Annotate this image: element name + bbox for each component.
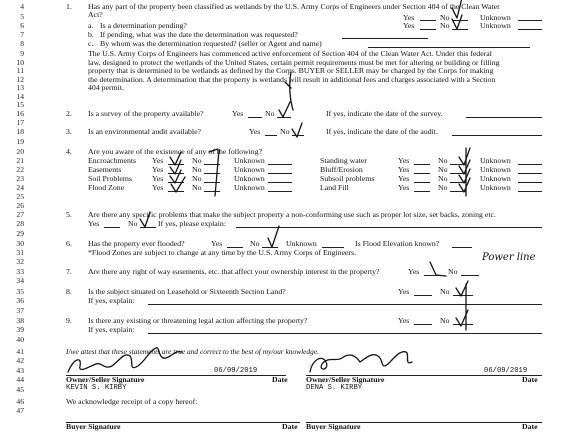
q1-yes-blank[interactable] — [420, 20, 436, 21]
q4-yes-label: Yes — [152, 174, 164, 183]
line-number: 36 — [16, 296, 24, 305]
seller2-sig-label: Owner/Seller Signature — [306, 375, 385, 384]
line-number: 46 — [16, 397, 24, 406]
q8-yes-label: Yes — [398, 287, 410, 296]
buyer1-sig-label: Buyer Signature — [66, 422, 121, 431]
q4-yes-label: Yes — [152, 165, 164, 174]
q5-yes-label: Yes — [88, 219, 100, 228]
q4-right-answer-blank[interactable] — [518, 173, 542, 174]
q7-number: 7. — [66, 267, 72, 276]
line-number: 5 — [20, 12, 24, 21]
q6-number: 6. — [66, 239, 72, 248]
q8-text: Is the subject situated on Leasehold or Sixteenth Section Land? — [88, 287, 286, 296]
q7-yes-blank[interactable] — [424, 275, 442, 276]
q4-unknown-label: Unknown — [234, 165, 265, 174]
q2-if-yes: If yes, indicate the date of the survey. — [326, 109, 443, 118]
seller2-signature — [310, 352, 412, 372]
q6-elev-text: Is Flood Elevation known? — [355, 239, 440, 248]
q3-text: Is an environmental audit available? — [88, 127, 202, 136]
q1a-letter: a. — [88, 21, 94, 30]
line-number: 6 — [20, 21, 24, 30]
seller1-date-label: Date — [272, 375, 288, 384]
q3-number: 3. — [66, 127, 72, 136]
q4-right-answer-blank[interactable] — [414, 182, 430, 183]
q1b-text: If pending, what was the date the determination was requested? — [100, 30, 298, 39]
line-number: 13 — [16, 83, 24, 92]
line-number: 28 — [16, 219, 24, 228]
seller2-date-label: Date — [522, 375, 538, 384]
line-number: 44 — [16, 375, 24, 384]
line-number: 16 — [16, 109, 24, 118]
q4-no-label: No — [192, 183, 202, 192]
line-number: 26 — [16, 201, 24, 210]
q4-standing-water-checkmark — [459, 148, 470, 165]
q8-no-blank[interactable] — [453, 295, 473, 296]
q1c-field[interactable] — [368, 47, 530, 48]
q9-no-label: No — [440, 316, 450, 325]
q4-yes-label: Yes — [398, 165, 410, 174]
q4-left-answer-blank[interactable] — [168, 173, 184, 174]
line-number: 19 — [16, 137, 24, 146]
q4-yes-label: Yes — [398, 174, 410, 183]
q5-text: Are there any specific problems that make the subject property a non-conforming use such as proper lot size, set backs, zoning etc. — [88, 210, 496, 219]
q2-number: 2. — [66, 109, 72, 118]
q4-yes-label: Yes — [152, 156, 164, 165]
line-number: 38 — [16, 316, 24, 325]
q9-text: Is there any existing or threatening legal action affecting the property? — [88, 316, 308, 325]
q5-if-yes: If yes, please explain: — [158, 219, 226, 228]
seller1-name: KEVIN S. KIRBY — [66, 384, 127, 392]
q5-no-label: No — [128, 219, 138, 228]
q4-left-answer-blank[interactable] — [268, 191, 292, 192]
seller2-name: DENA S. KIRBY — [306, 384, 363, 392]
q4-right-answer-blank[interactable] — [414, 191, 430, 192]
q3-date-field[interactable] — [452, 135, 542, 136]
buyer2-date-label: Date — [522, 422, 538, 431]
q8-no-checkmark — [456, 281, 468, 296]
line-number: 7 — [20, 30, 24, 39]
line-number: 4 — [20, 2, 24, 11]
q1-no-blank[interactable] — [452, 20, 468, 21]
line-number: 15 — [16, 100, 24, 109]
q4-left-item-label: Encroachments — [88, 156, 137, 165]
q1a-checkmark — [452, 15, 462, 29]
q4-right-answer-blank[interactable] — [450, 173, 466, 174]
line-number: 20 — [16, 147, 24, 156]
line-number: 12 — [16, 74, 24, 84]
q7-handwritten-note: Power line — [482, 252, 536, 263]
q8-yes-blank[interactable] — [414, 295, 432, 296]
q4-left-answer-blank[interactable] — [268, 164, 292, 165]
q4-text: Are you aware of the existence of any of the following? — [88, 147, 263, 156]
q1-text: Has any part of the property been classified as wetlands by the U.S. Army Corps of Engineers under Section 404 of the Clean Water — [88, 2, 500, 11]
line-number: 29 — [16, 229, 24, 238]
q9-yes-label: Yes — [398, 316, 410, 325]
line-number: 18 — [16, 127, 24, 136]
q7-no-blank[interactable] — [461, 275, 479, 276]
q3-yes-blank[interactable] — [265, 135, 277, 136]
q6-text: Has the property ever flooded? — [88, 239, 185, 248]
q1a-yes-label: Yes — [403, 21, 415, 30]
q1a-unknown-blank[interactable] — [518, 29, 542, 30]
q4-no-label: No — [438, 165, 448, 174]
acknowledge-text: We acknowledge receipt of a copy hereof: — [66, 397, 198, 406]
q1a-text: Is a determination pending? — [100, 21, 187, 30]
q4-bluff-checkmark — [459, 160, 470, 174]
q4-left-item-label: Flood Zone — [88, 183, 125, 192]
q4-left-item-label: Easements — [88, 165, 122, 174]
q4-flood-checkmark — [171, 177, 185, 192]
q2-yes-label: Yes — [232, 109, 244, 118]
q1-no-label: No — [440, 13, 450, 22]
line-number: 21 — [16, 156, 24, 165]
q2-text: Is a survey of the property available? — [88, 109, 204, 118]
line-number: 45 — [16, 385, 24, 394]
q1-para-3: property that is determined to be wetlands as defined by the Corps. BUYER or SELLER may be charged by the Corps for making — [88, 66, 494, 75]
q3-no-blank[interactable] — [292, 135, 304, 136]
q4-no-label: No — [438, 156, 448, 165]
q6-note: *Flood Zones are subject to change at any time by the U.S. Army Corps of Engineers. — [88, 248, 357, 257]
line-number: 14 — [16, 92, 24, 101]
q1-yes-label: Yes — [403, 13, 415, 22]
line-number: 47 — [16, 406, 24, 415]
q3-yes-label: Yes — [249, 127, 261, 136]
q5-no-blank[interactable] — [140, 227, 156, 228]
q4-no-label: No — [438, 183, 448, 192]
q4-landfill-checkmark — [459, 178, 470, 192]
q4-left-answer-blank[interactable] — [204, 173, 220, 174]
q1b-letter: b. — [88, 30, 94, 39]
line-number: 30 — [16, 239, 24, 248]
q1c-letter: c. — [88, 39, 94, 48]
q8-explain-field[interactable] — [148, 304, 542, 305]
q6-unknown-label: Unknown — [286, 239, 317, 248]
q1b-date-field[interactable] — [342, 38, 428, 39]
q4-right-item-label: Subsoil problems — [320, 174, 375, 183]
q1c-text: By whom was the determination requested? (seller or Agent and name) — [100, 39, 322, 48]
q4-right-answer-blank[interactable] — [414, 164, 430, 165]
line-number: 8 — [20, 39, 24, 48]
q4-right-answer-blank[interactable] — [518, 164, 542, 165]
q4-right-answer-blank[interactable] — [414, 173, 430, 174]
q4-left-answer-blank[interactable] — [204, 182, 220, 183]
q4-unknown-label: Unknown — [234, 183, 265, 192]
q4-no-label: No — [438, 174, 448, 183]
q4-right-answer-blank[interactable] — [518, 182, 542, 183]
attest-statement: I/we attest that these statements are true and correct to the best of my/our knowledge. — [66, 347, 319, 356]
q6-yes-label: Yes — [211, 239, 223, 248]
q2-date-field[interactable] — [466, 117, 542, 118]
q4-left-item-label: Soil Problems — [88, 174, 132, 183]
q5-explain-field[interactable] — [236, 227, 542, 228]
line-number: 27 — [16, 210, 24, 219]
q9-yes-blank[interactable] — [414, 324, 432, 325]
line-number: 10 — [16, 57, 24, 67]
q4-left-answer-blank[interactable] — [204, 164, 220, 165]
q4-unknown-label: Unknown — [234, 174, 265, 183]
q4-unknown-label: Unknown — [480, 156, 511, 165]
q4-left-answer-blank[interactable] — [268, 173, 292, 174]
q4-left-answer-blank[interactable] — [168, 164, 184, 165]
q4-left-answer-blank[interactable] — [168, 182, 184, 183]
q4-right-item-label: Bluff/Erosion — [320, 165, 363, 174]
q4-right-answer-blank[interactable] — [450, 182, 466, 183]
seller2-date: 06/09/2019 — [484, 367, 528, 375]
buyer1-date-label: Date — [282, 422, 298, 431]
q1a-yes-blank[interactable] — [420, 29, 436, 30]
q4-subsoil-checkmark — [459, 169, 470, 183]
q6-no-label: No — [250, 239, 260, 248]
q4-left-answer-blank[interactable] — [168, 191, 184, 192]
q9-no-blank[interactable] — [453, 324, 473, 325]
q8-number: 8. — [66, 287, 72, 296]
line-number: 11 — [16, 66, 24, 75]
q7-text: Are there any right of way easements, etc. that affect your ownership interest in the property? — [88, 267, 380, 276]
line-number: 33 — [16, 267, 24, 276]
q7-yes-label: Yes — [408, 267, 420, 276]
q5-yes-blank[interactable] — [104, 227, 120, 228]
q9-explain-field[interactable] — [148, 333, 542, 334]
q4-easements-checkmark — [170, 160, 181, 174]
line-number: 22 — [16, 165, 24, 174]
q4-unknown-label: Unknown — [480, 165, 511, 174]
q3-no-label: No — [280, 127, 290, 136]
q4-no-label: No — [192, 156, 202, 165]
line-number: 43 — [16, 366, 24, 375]
q2-no-checkmark — [279, 102, 290, 117]
line-number: 35 — [16, 287, 24, 296]
q1a-no-label: No — [440, 21, 450, 30]
q4-right-item-label: Standing water — [320, 156, 367, 165]
line-number: 25 — [16, 192, 24, 201]
q1-para-4: the determination. A determination that the property is wetlands will result in additional fees and charges associated with a Section — [88, 74, 496, 84]
q1-unknown-blank[interactable] — [518, 20, 542, 21]
q4-unknown-label: Unknown — [480, 183, 511, 192]
q4-yes-label: Yes — [152, 183, 164, 192]
q4-number: 4. — [66, 147, 72, 156]
q9-if-yes: If yes, explain: — [88, 325, 135, 334]
q4-yes-label: Yes — [398, 183, 410, 192]
q8-if-yes: If yes, explain: — [88, 296, 135, 305]
q8-no-label: No — [440, 287, 450, 296]
line-number: 41 — [16, 347, 24, 356]
buyer2-sig-label: Buyer Signature — [306, 422, 361, 431]
line-number: 37 — [16, 306, 24, 315]
q6-no-checkmark — [268, 226, 279, 247]
seller1-sig-label: Owner/Seller Signature — [66, 375, 145, 384]
q1-para-2: law, designed to protect the wetlands of the United States, certain permit requirements must be met for altering or building or filling — [88, 57, 500, 67]
q4-no-label: No — [192, 165, 202, 174]
q5-number: 5. — [66, 210, 72, 219]
q7-yes-mark — [430, 262, 446, 276]
q2-no-blank[interactable] — [277, 117, 291, 118]
q4-right-answer-blank[interactable] — [518, 191, 542, 192]
line-number: 34 — [16, 276, 24, 285]
line-number: 24 — [16, 183, 24, 192]
line-number: 9 — [20, 49, 24, 58]
q4-right-answer-blank[interactable] — [450, 191, 466, 192]
q1-para-5: 404 permit. — [88, 83, 124, 92]
q9-number: 9. — [66, 316, 72, 325]
line-number: 40 — [16, 335, 24, 344]
q1-text-act: Act? — [88, 10, 103, 19]
q4-right-item-label: Land Fill — [320, 183, 349, 192]
q4-no-label: No — [192, 174, 202, 183]
q7-no-label: No — [448, 267, 458, 276]
line-number: 17 — [16, 118, 24, 127]
line-number: 42 — [16, 356, 24, 365]
q1-unknown-label: Unknown — [480, 13, 511, 22]
q6-elev-blank[interactable] — [452, 247, 472, 248]
line-number: 23 — [16, 174, 24, 183]
q2-no-label: No — [265, 109, 275, 118]
q1a-unknown-label: Unknown — [480, 21, 511, 30]
q2-yes-blank[interactable] — [248, 117, 262, 118]
q4-left-answer-blank[interactable] — [204, 191, 220, 192]
q4-left-answer-blank[interactable] — [268, 182, 292, 183]
q4-unknown-label: Unknown — [480, 174, 511, 183]
q4-unknown-label: Unknown — [234, 156, 265, 165]
q1a-no-blank[interactable] — [452, 29, 468, 30]
q4-yes-label: Yes — [398, 156, 410, 165]
q1-number: 1. — [66, 2, 72, 11]
line-number: 31 — [16, 248, 24, 257]
q3-if-yes: If yes, indicate the date of the audit. — [326, 127, 438, 136]
q4-right-answer-blank[interactable] — [450, 164, 466, 165]
seller1-date: 06/09/2019 — [214, 367, 258, 375]
line-number: 32 — [16, 257, 24, 266]
q1-para-1: The U.S. Army Corps of Engineers has commenced active enforcement of Section 404 of the Clean Water Act. Under this federal — [88, 49, 492, 58]
line-number: 39 — [16, 325, 24, 334]
